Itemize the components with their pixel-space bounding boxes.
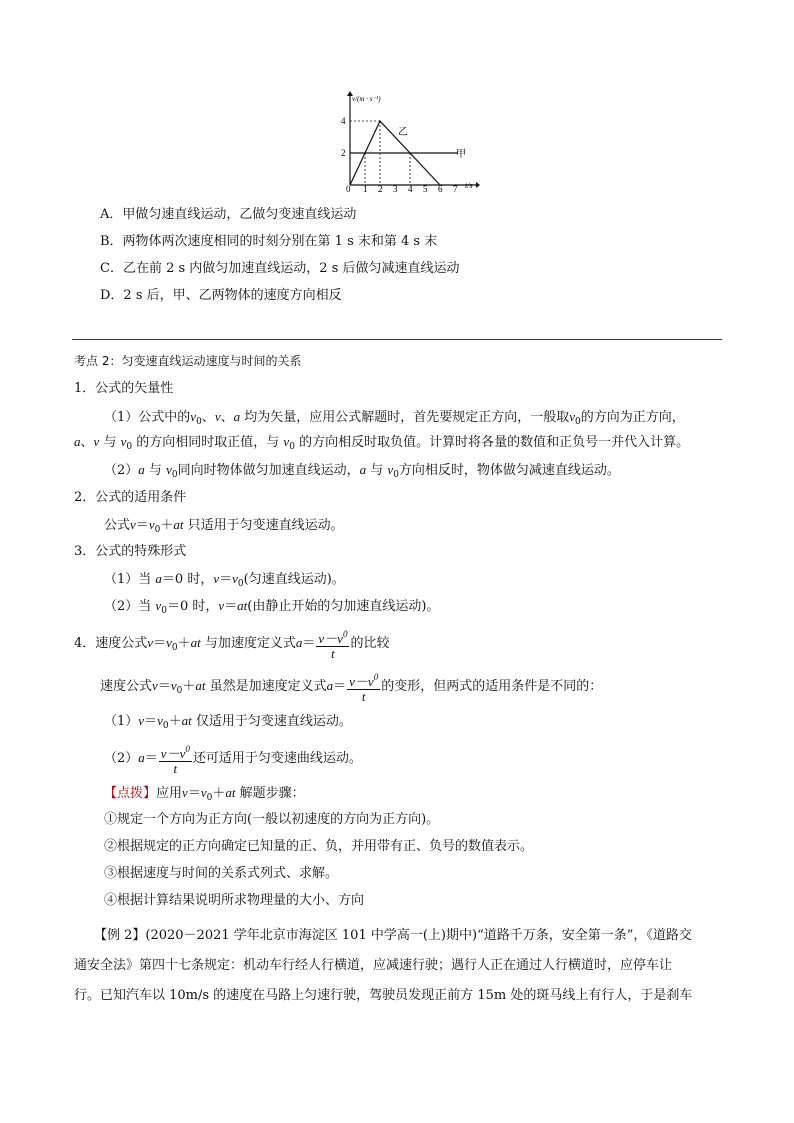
section-divider <box>72 339 722 340</box>
option-d: D．2 s 后，甲、乙两物体的速度方向相反 <box>100 288 342 303</box>
accel-fraction: $\frac{v-v^0}{t}$ <box>160 743 190 776</box>
section-heading: 考点 2：匀变速直线运动速度与时间的关系 <box>74 354 302 368</box>
option-a: A．甲做匀速直线运动，乙做匀变速直线运动 <box>100 207 357 222</box>
x-tick-7: 7 <box>453 184 458 194</box>
p1-line-a: （1）公式中的$v_0$、v、a 均为矢量，应用公式解题时，首先要规定正方向，一般取$v_0$的方向为正方向， <box>104 409 685 427</box>
p3-title: 3．公式的特殊形式 <box>74 544 187 559</box>
velocity-time-graph <box>338 90 480 194</box>
p4-title: 4．速度公式$v=v_0+at$ 与加速度定义式a＝ $\frac{v-v^0}{t}$ 的比较 <box>74 628 390 661</box>
p4-line-b: $(1)v=v_0+at$ 仅适用于匀变速直线运动。 <box>104 713 352 731</box>
p3-line-b: （2）当 $v_0=0$ 时，v＝at(由静止开始的匀加速直线运动)。 <box>104 598 440 616</box>
p1-line-c: （2）a 与 $v_0$同向时物体做匀加速直线运动，a 与 $v_0$方向相反时，物体做匀减速直线运动。 <box>104 462 620 480</box>
step-1: ①规定一个方向为正方向(一般以初速度的方向为正方向)。 <box>104 812 440 827</box>
example-line-1: 【例 2】(2020－2021 学年北京市海淀区 101 中学高一(上)期中)“道路千万条，安全第一条”，《道路交 <box>94 928 692 943</box>
origin-label: 0 <box>346 184 351 194</box>
x-tick-1: 1 <box>363 184 368 194</box>
y-axis-label: v/(m · s⁻¹) <box>352 95 381 103</box>
x-axis-arrow <box>476 182 480 188</box>
p2-line-a: 公式$v=v_0+at$ 只适用于匀变速直线运动。 <box>104 517 344 535</box>
option-c: C．乙在前 2 s 内做匀加速直线运动，2 s 后做匀减速直线运动 <box>100 261 460 276</box>
x-tick-6: 6 <box>438 184 443 194</box>
p4-line-c: （2）a＝ $\frac{v-v^0}{t}$ 还可适用于匀变速曲线运动。 <box>104 743 362 776</box>
tip-line: 【点拨】应用$v=v_0+at$ 解题步骤： <box>104 785 305 803</box>
x-tick-3: 3 <box>393 184 398 194</box>
y-tick-4: 4 <box>341 116 346 126</box>
step-2: ②根据规定的正方向确定已知量的正、负，并用带有正、负号的数值表示。 <box>104 839 534 854</box>
x-tick-4: 4 <box>408 184 413 194</box>
step-3: ③根据速度与时间的关系式列式、求解。 <box>104 866 339 881</box>
accel-fraction: $\frac{v-v^0}{t}$ <box>349 671 379 704</box>
p1-line-b: a、v 与 $v_0$ 的方向相同时取正值，与 $v_0$ 的方向相反时取负值。计算时将各量的数值和正负号一并代入计算。 <box>74 434 690 452</box>
y-tick-2: 2 <box>341 148 346 158</box>
x-tick-5: 5 <box>423 184 428 194</box>
p3-line-a: （1）当 a＝0 时，$v=v_0$(匀速直线运动)。 <box>104 571 345 589</box>
x-axis-label: t/s <box>465 181 473 190</box>
accel-fraction: $\frac{v-v^0}{t}$ <box>318 628 348 661</box>
p4-line-a: 速度公式$v=v_0+at$ 虽然是加速度定义式a＝ $\frac{v-v^0}{t}$ 的变形，但两式的适用条件是不同的： <box>100 671 603 704</box>
step-4: ④根据计算结果说明所求物理量的大小、方向 <box>104 893 365 908</box>
option-b: B．两物体两次速度相同的时刻分别在第 1 s 末和第 4 s 末 <box>100 234 438 249</box>
example-line-2: 通安全法》第四十七条规定：机动车行经人行横道，应减速行驶；遇行人正在通过人行横道时，应停车让 <box>74 958 673 973</box>
example-line-3: 行。已知汽车以 10m/s 的速度在马路上匀速行驶，驾驶员发现正前方 15m 处的斑马线上有行人，于是刹车 <box>74 988 693 1003</box>
tip-label: 【点拨】 <box>104 786 157 801</box>
x-tick-2: 2 <box>378 184 383 194</box>
p2-title: 2．公式的适用条件 <box>74 490 187 505</box>
series-jia-label: 甲 <box>456 149 466 160</box>
series-yi-label: 乙 <box>398 127 408 138</box>
p1-title: 1．公式的矢量性 <box>74 381 174 396</box>
